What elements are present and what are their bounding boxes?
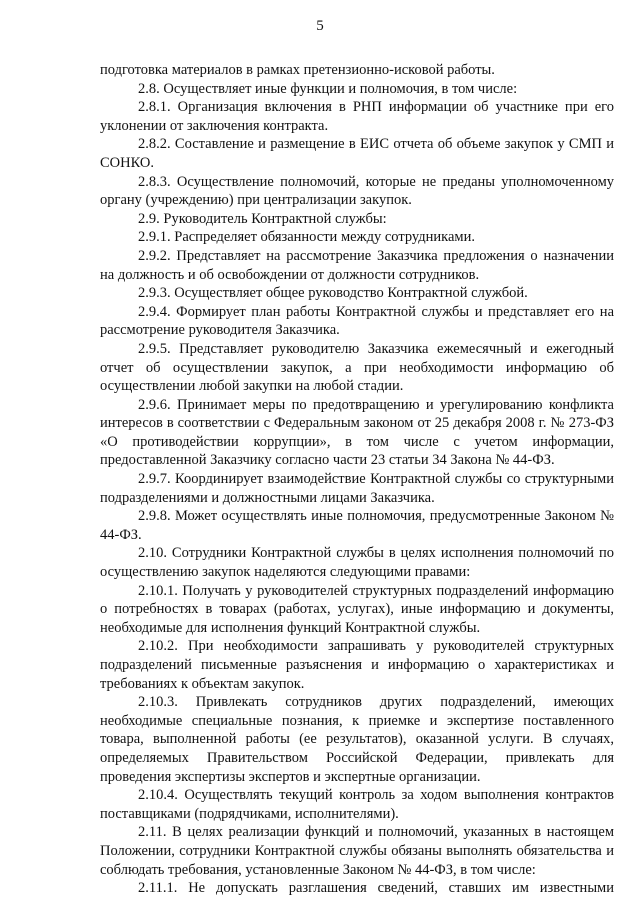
page-number: 5 [316, 18, 324, 34]
paragraph: 2.9.8. Может осуществлять иные полномочия, предусмотренные Законом № 44-ФЗ. [100, 508, 614, 543]
paragraph: 2.10.1. Получать у руководителей структурных подразделений информацию о потребностях в товарах (работах, услугах), иные информацию и документы, необходимые для исполнения функций Контрактной службы. [100, 582, 614, 636]
paragraph: 2.11.1. Не допускать разглашения сведений, ставших им известными [138, 880, 614, 897]
paragraph: подготовка материалов в рамках претензионно-исковой работы. [100, 62, 495, 78]
paragraph: 2.10.2. При необходимости запрашивать у руководителей структурных подразделений письменные разъяснения и информацию о характеристиках и требованиях к объектам закупок. [100, 638, 614, 692]
paragraph: 2.8.1. Организация включения в РНП информации об участнике при его уклонении от заключения контракта. [100, 99, 614, 134]
paragraph: 2.10.4. Осуществлять текущий контроль за ходом выполнения контрактов поставщиками (подрядчиками, исполнителями). [100, 787, 614, 822]
paragraph: 2.9.1. Распределяет обязанности между сотрудниками. [138, 229, 475, 246]
paragraph: 2.8.3. Осуществление полномочий, которые не преданы уполномоченному органу (учреждению) при централизации закупок. [100, 173, 614, 209]
paragraph: 2.8. Осуществляет иные функции и полномочия, в том числе: [138, 80, 518, 97]
paragraph: 2.10.3. Привлекать сотрудников других подразделений, имеющих необходимые специальные познания, к приемке и экспертизе поставленного товара, выполненной работы (ее результатов), оказанной услуги. В случаях, определяемых Правительством Российской Федерации, привлекать для проведения экспертизы экспертов и экспертные организации. [100, 694, 614, 785]
document-body [100, 61, 614, 898]
paragraph: 2.10. Сотрудники Контрактной службы в целях исполнения полномочий по осуществлению закупок наделяются следующими правами: [100, 545, 614, 581]
paragraph: 2.8.2. Составление и размещение в ЕИС отчета об объеме закупок у СМП и СОНКО. [100, 136, 614, 171]
paragraph: 2.11. В целях реализации функций и полномочий, указанных в настоящем Положении, сотрудники Контрактной службы обязаны выполнять обязательства и соблюдать требования, установленные Законом № 44-ФЗ, в том числе: [100, 824, 614, 878]
paragraph: 2.9.2. Представляет на рассмотрение Заказчика предложения о назначении на должность и об освобождении от должности сотрудников. [100, 247, 614, 283]
paragraph: 2.9.4. Формирует план работы Контрактной службы и представляет его на рассмотрение руководителя Заказчика. [100, 303, 614, 339]
paragraph: 2.9.7. Координирует взаимодействие Контрактной службы со структурными подразделениями и должностными лицами Заказчика. [100, 471, 614, 506]
paragraph: 2.9.6. Принимает меры по предотвращению и урегулированию конфликта интересов в соответствии с Федеральным законом от 25 декабря 2008 г. № 273-ФЗ «О противодействии коррупции», в том числе с учетом информации, предоставленной Заказчику согласно части 23 статьи 34 Закона № 44-ФЗ. [100, 396, 614, 469]
section-heading: 2.9. Руководитель Контрактной службы: [138, 210, 387, 227]
paragraph: 2.9.3. Осуществляет общее руководство Контрактной службой. [138, 285, 528, 302]
paragraph: 2.9.5. Представляет руководителю Заказчика ежемесячный и ежегодный отчет об осуществлении закупок, а при необходимости информацию об осуществлении любой закупки на любой стадии. [100, 340, 614, 395]
